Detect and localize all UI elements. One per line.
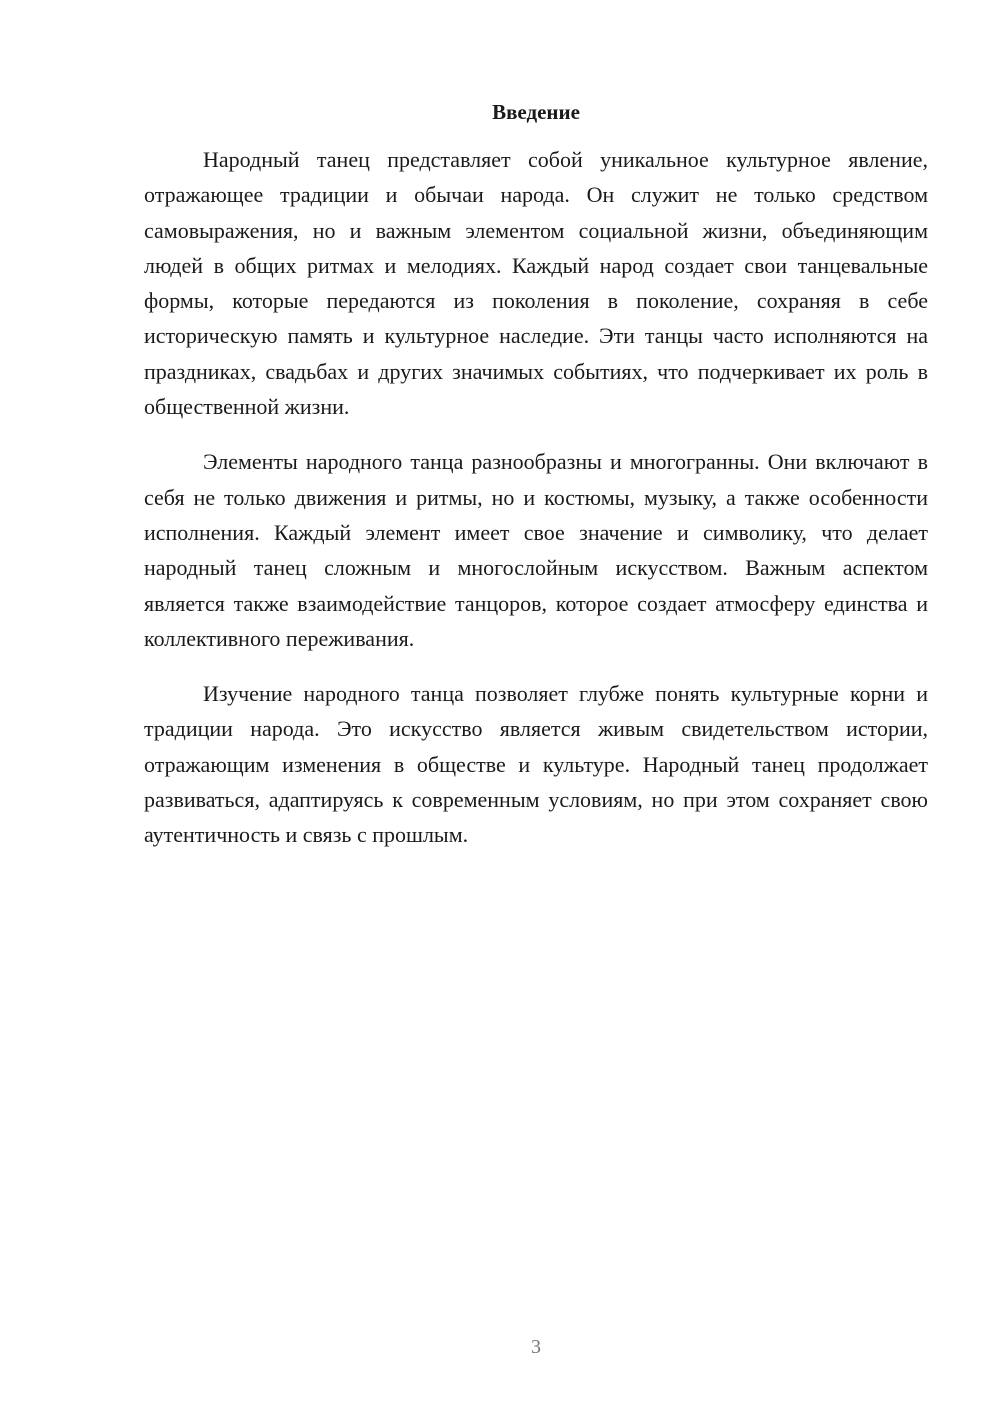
paragraph-1: Народный танец представляет собой уникальное культурное явление, отражающее традиции и обычаи народа. Он служит не только средством самовыражения, но и важным элементом социальной жизни, объединяющим людей в общих ритмах и мелодиях. Каждый народ создает свои танцевальные формы, которые передаются из поколения в поколение, сохраняя в себе историческую память и культурное наследие. Эти танцы часто исполняются на праздниках, свадьбах и других значимых событиях, что подчеркивает их роль в общественной жизни. — [144, 147, 928, 420]
paragraph-2: Элементы народного танца разнообразны и многогранны. Они включают в себя не только движения и ритмы, но и костюмы, музыку, а также особенности исполнения. Каждый элемент имеет свое значение и символику, что делает народный танец сложным и многослойным искусством. Важным аспектом является также взаимодействие танцоров, которое создает атмосферу единства и коллективного переживания. — [144, 449, 928, 651]
paragraph-3: Изучение народного танца позволяет глубже понять культурные корни и традиции народа. Это искусство является живым свидетельством истории, отражающим изменения в обществе и культуре. Народный танец продолжает развиваться, адаптируясь к современным условиям, но при этом сохраняет свою аутентичность и связь с прошлым. — [144, 681, 928, 848]
page-number: 3 — [531, 1336, 541, 1358]
section-heading: Введение — [492, 100, 580, 124]
body-text — [144, 142, 928, 873]
